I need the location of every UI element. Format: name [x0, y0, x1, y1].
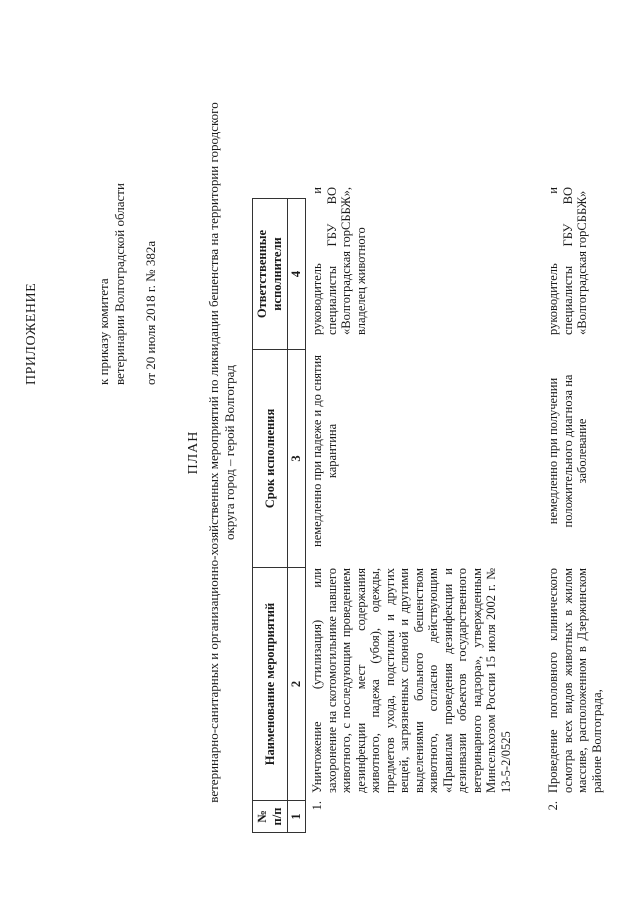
header-responsible: Ответственные исполнители [253, 199, 288, 350]
row-activity: Проведение поголовного клинического осмотра всех видов животных в жилом массиве, расположенном в Дзержинском районе Волгограда, [546, 568, 604, 793]
column-number: 3 [288, 350, 306, 568]
annex-date: от 20 июля 2018 г. № 382а [143, 240, 158, 385]
row-responsible: руководитель и специалисты ГБУ ВО «Волгоградская горСББЖ» [546, 187, 589, 335]
annex-line-1: к приказу комитета [96, 278, 111, 385]
column-number-row [288, 199, 306, 833]
row-term: немедленно при получении положительного диагноза на заболевание [546, 374, 589, 528]
header-term: Срок исполнения [253, 350, 288, 568]
plan-table [252, 198, 306, 833]
header-number: № п/п [253, 801, 288, 833]
column-number: 4 [288, 199, 306, 350]
annex-title: ПРИЛОЖЕНИЕ [24, 282, 39, 385]
row-term: немедленно при падеже и до снятия карантина [310, 355, 339, 547]
plan-subtitle-line-2: округа город – герой Волгоград [222, 364, 237, 541]
row-number: 1. [310, 801, 324, 811]
table-header-row [253, 199, 288, 833]
annex-line-2: ветеринарии Волгоградской области [112, 183, 127, 385]
plan-subtitle-line-1: ветеринарно-санитарных и организационно-хозяйственных мероприятий по ликвидации бешенства на территории городского [206, 102, 221, 803]
plan-title: ПЛАН [186, 430, 201, 475]
row-responsible: руководитель и специалисты ГБУ ВО «Волгоградская горСББЖ», владелец животного [310, 187, 368, 335]
row-activity: Уничтожение (утилизация) или захоронение на скотомогильнике павшего животного, с последующим проведением дезинфекции мест содержания животного, падежа (убоя), одежды, предметов ухода, подстилки и других вещей, загрязненных слюной и другими выделениями больного бешенством животного, согласно действующим «Правилам проведения дезинфекции и дезинвазии объектов государственного ветеринарного надзора», утвержденным Минсельхозом России 15 июля 2002 г. № 13-5-2/0525 [310, 568, 513, 793]
row-number: 2. [546, 801, 560, 811]
header-activity: Наименование мероприятий [253, 568, 288, 801]
column-number: 1 [288, 801, 306, 833]
column-number: 2 [288, 568, 306, 801]
